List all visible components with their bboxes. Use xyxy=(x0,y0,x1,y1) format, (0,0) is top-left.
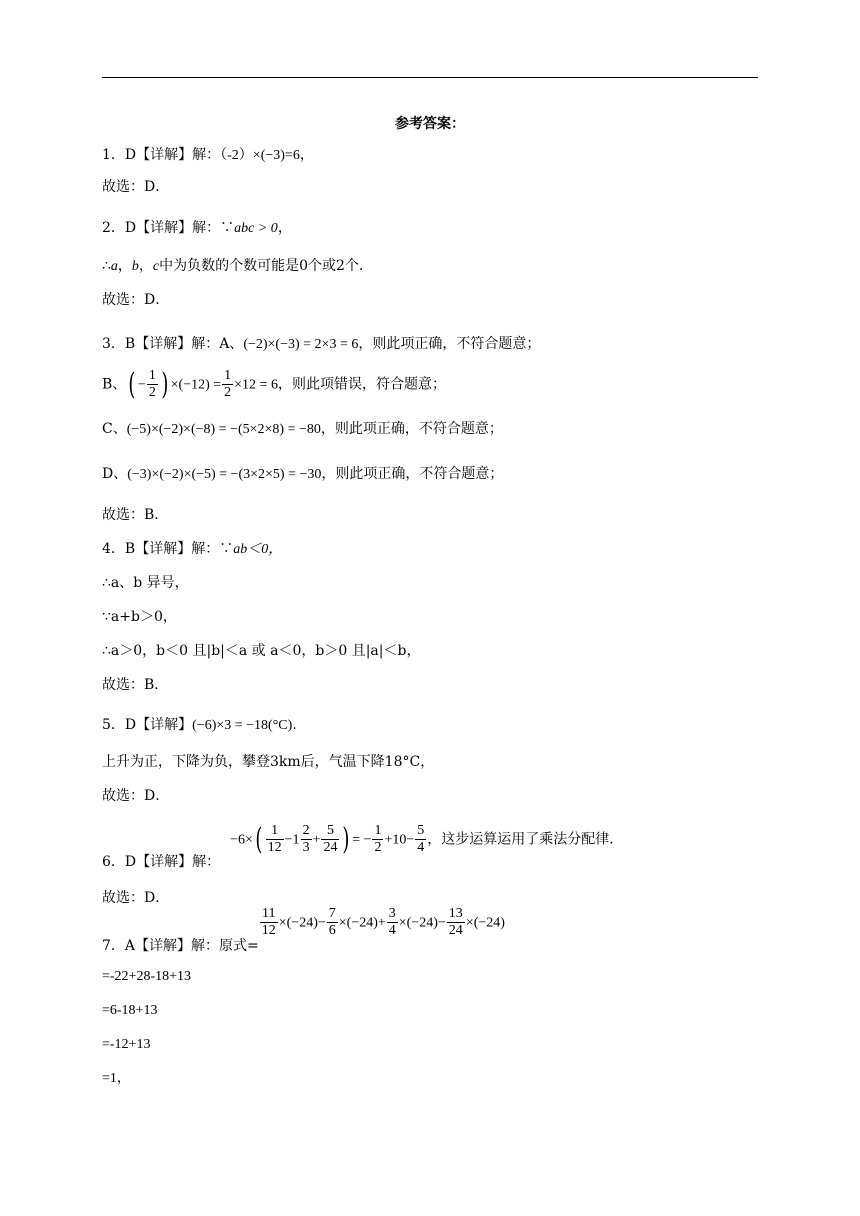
numerator: 3 xyxy=(388,906,396,921)
answer-4-label: 4．B【详解】解：∵ xyxy=(102,541,234,557)
answer-5 xyxy=(102,716,297,735)
numerator: 11 xyxy=(260,906,278,923)
comma: ， xyxy=(138,258,153,274)
step-line: =-22+28-18+13 xyxy=(102,969,192,984)
answer-1 xyxy=(102,146,314,165)
math-segment: ×(−24)− xyxy=(398,915,446,931)
answer-4-line-4: ∴a＞0，b＜0 且|b|＜a 或 a＜0，b＞0 且|a|＜b， xyxy=(102,643,421,659)
math-segment: −1 xyxy=(284,832,300,848)
fraction xyxy=(147,368,158,401)
option-d-label: D、 xyxy=(102,466,128,482)
var-a: a xyxy=(110,259,118,274)
math-segment: ×(−24)+ xyxy=(338,915,386,931)
answer-4 xyxy=(102,540,282,559)
fraction xyxy=(372,823,383,856)
step-line: =6-18+13 xyxy=(102,1003,158,1018)
numerator: 13 xyxy=(448,906,463,921)
minus-sign: − xyxy=(138,377,146,393)
answer-7-label: 7．A【详解】解：原式= xyxy=(102,938,259,954)
answer-6-choice: 故选：D． xyxy=(102,890,170,906)
math-segment: + xyxy=(312,832,321,848)
answer-7 xyxy=(102,906,505,955)
answer-1-choice: 故选：D． xyxy=(102,179,170,195)
math-segment: = − xyxy=(352,832,372,848)
right-paren: ) xyxy=(342,821,350,857)
fraction xyxy=(387,906,398,939)
answer-3-math-d: (−3)×(−2)×(−5) = −(3×2×5) = −30 xyxy=(127,467,322,482)
fraction xyxy=(321,823,339,856)
answer-3 xyxy=(102,335,540,354)
answer-3-d xyxy=(102,465,503,484)
fraction xyxy=(415,823,426,856)
right-paren: ) xyxy=(161,366,169,402)
answer-2-text: 中为负数的个数可能是0个或2个． xyxy=(159,258,373,274)
denominator: 2 xyxy=(374,840,382,855)
fraction xyxy=(301,823,312,856)
answer-6-text: ，这步运算运用了乘法分配律． xyxy=(427,831,624,848)
fraction xyxy=(222,368,233,401)
denominator: 4 xyxy=(417,840,425,855)
var-b: b xyxy=(131,259,139,274)
denominator: 12 xyxy=(261,923,276,938)
numerator: 1 xyxy=(148,368,156,383)
math-segment: ×(−12) = xyxy=(170,377,222,393)
fraction xyxy=(260,906,278,939)
answer-3-b xyxy=(102,368,446,401)
answer-3-math-c: (−5)×(−2)×(−8) = −(5×2×8) = −80 xyxy=(126,422,321,437)
math-segment: ×(−24)− xyxy=(278,915,326,931)
therefore-symbol: ∴ xyxy=(102,258,111,274)
answer-2-tail: ， xyxy=(277,220,292,236)
answer-4-choice: 故选：B． xyxy=(102,677,169,693)
numerator: 1 xyxy=(224,368,232,383)
answer-3-text-d: ，则此项正确，不符合题意； xyxy=(321,466,504,482)
denominator: 2 xyxy=(148,385,156,400)
answer-2-line-2 xyxy=(102,257,373,276)
math-segment: ×12 = 6 xyxy=(234,377,278,393)
fraction xyxy=(266,823,284,856)
answer-5-line-2: 上升为正，下降为负，攀登3km后，气温下降18°C， xyxy=(102,754,435,770)
answer-3-choice: 故选：B． xyxy=(102,507,169,523)
answer-3-c xyxy=(102,420,503,439)
option-b-label: B、 xyxy=(102,376,127,393)
step-line: =-12+13 xyxy=(102,1037,151,1052)
answer-5-choice: 故选：D． xyxy=(102,788,170,804)
answer-4-line-2: ∴a、b 异号， xyxy=(102,575,189,591)
denominator: 2 xyxy=(224,385,232,400)
answer-3-text-a: ，则此项正确，不符合题意； xyxy=(358,336,541,352)
answer-1-text: （-2）×(−3)=6， xyxy=(220,148,314,163)
answer-5-tail: . xyxy=(292,717,297,733)
answer-2-math: abc > 0 xyxy=(234,221,278,236)
answer-3-text-b: ，则此项错误，符合题意； xyxy=(277,376,446,393)
answer-6 xyxy=(102,823,623,871)
numerator: 5 xyxy=(321,823,339,840)
answer-2-choice: 故选：D． xyxy=(102,292,170,308)
math-segment: ×(−24) xyxy=(465,915,505,931)
numerator: 2 xyxy=(302,823,310,838)
numerator: 5 xyxy=(417,823,425,838)
fraction xyxy=(447,906,465,939)
numerator: 1 xyxy=(374,823,382,838)
answer-2 xyxy=(102,219,292,238)
math-segment: −6× xyxy=(230,832,253,848)
numerator: 7 xyxy=(328,906,336,921)
denominator: 12 xyxy=(267,840,282,855)
answer-5-label: 5．D【详解】 xyxy=(102,717,193,733)
numerator: 1 xyxy=(266,823,284,840)
denominator: 24 xyxy=(323,840,338,855)
answer-6-label: 6．D【详解】解： xyxy=(102,854,221,870)
answer-3-label: 3．B【详解】解：A、 xyxy=(102,336,244,352)
var-c: c xyxy=(152,259,160,274)
fraction xyxy=(327,906,338,939)
answer-7-math xyxy=(259,906,505,939)
math-segment: +10− xyxy=(384,832,415,848)
left-paren: ( xyxy=(128,366,136,402)
answer-3-text-c: ，则此项正确，不符合题意； xyxy=(320,421,503,437)
answer-5-math: (−6)×3 = −18(°C) xyxy=(192,718,293,733)
answer-1-label: 1．D【详解】解： xyxy=(102,147,221,163)
answer-2-label: 2．D【详解】解：∵ xyxy=(102,220,235,236)
denominator: 4 xyxy=(388,923,396,938)
left-paren: ( xyxy=(255,821,263,857)
denominator: 6 xyxy=(328,923,336,938)
page-title: 参考答案： xyxy=(395,116,465,132)
option-c-label: C、 xyxy=(102,421,127,437)
comma: ， xyxy=(117,258,132,274)
answer-4-math: ab＜0， xyxy=(233,542,283,557)
answer-4-line-3: ∵a+b＞0， xyxy=(102,609,177,625)
step-line: =1， xyxy=(102,1071,131,1086)
answer-6-math xyxy=(230,823,623,856)
denominator: 24 xyxy=(448,923,463,938)
answer-3-math-a: (−2)×(−3) = 2×3 = 6 xyxy=(243,337,359,352)
denominator: 3 xyxy=(302,840,310,855)
header-rule xyxy=(102,77,758,78)
